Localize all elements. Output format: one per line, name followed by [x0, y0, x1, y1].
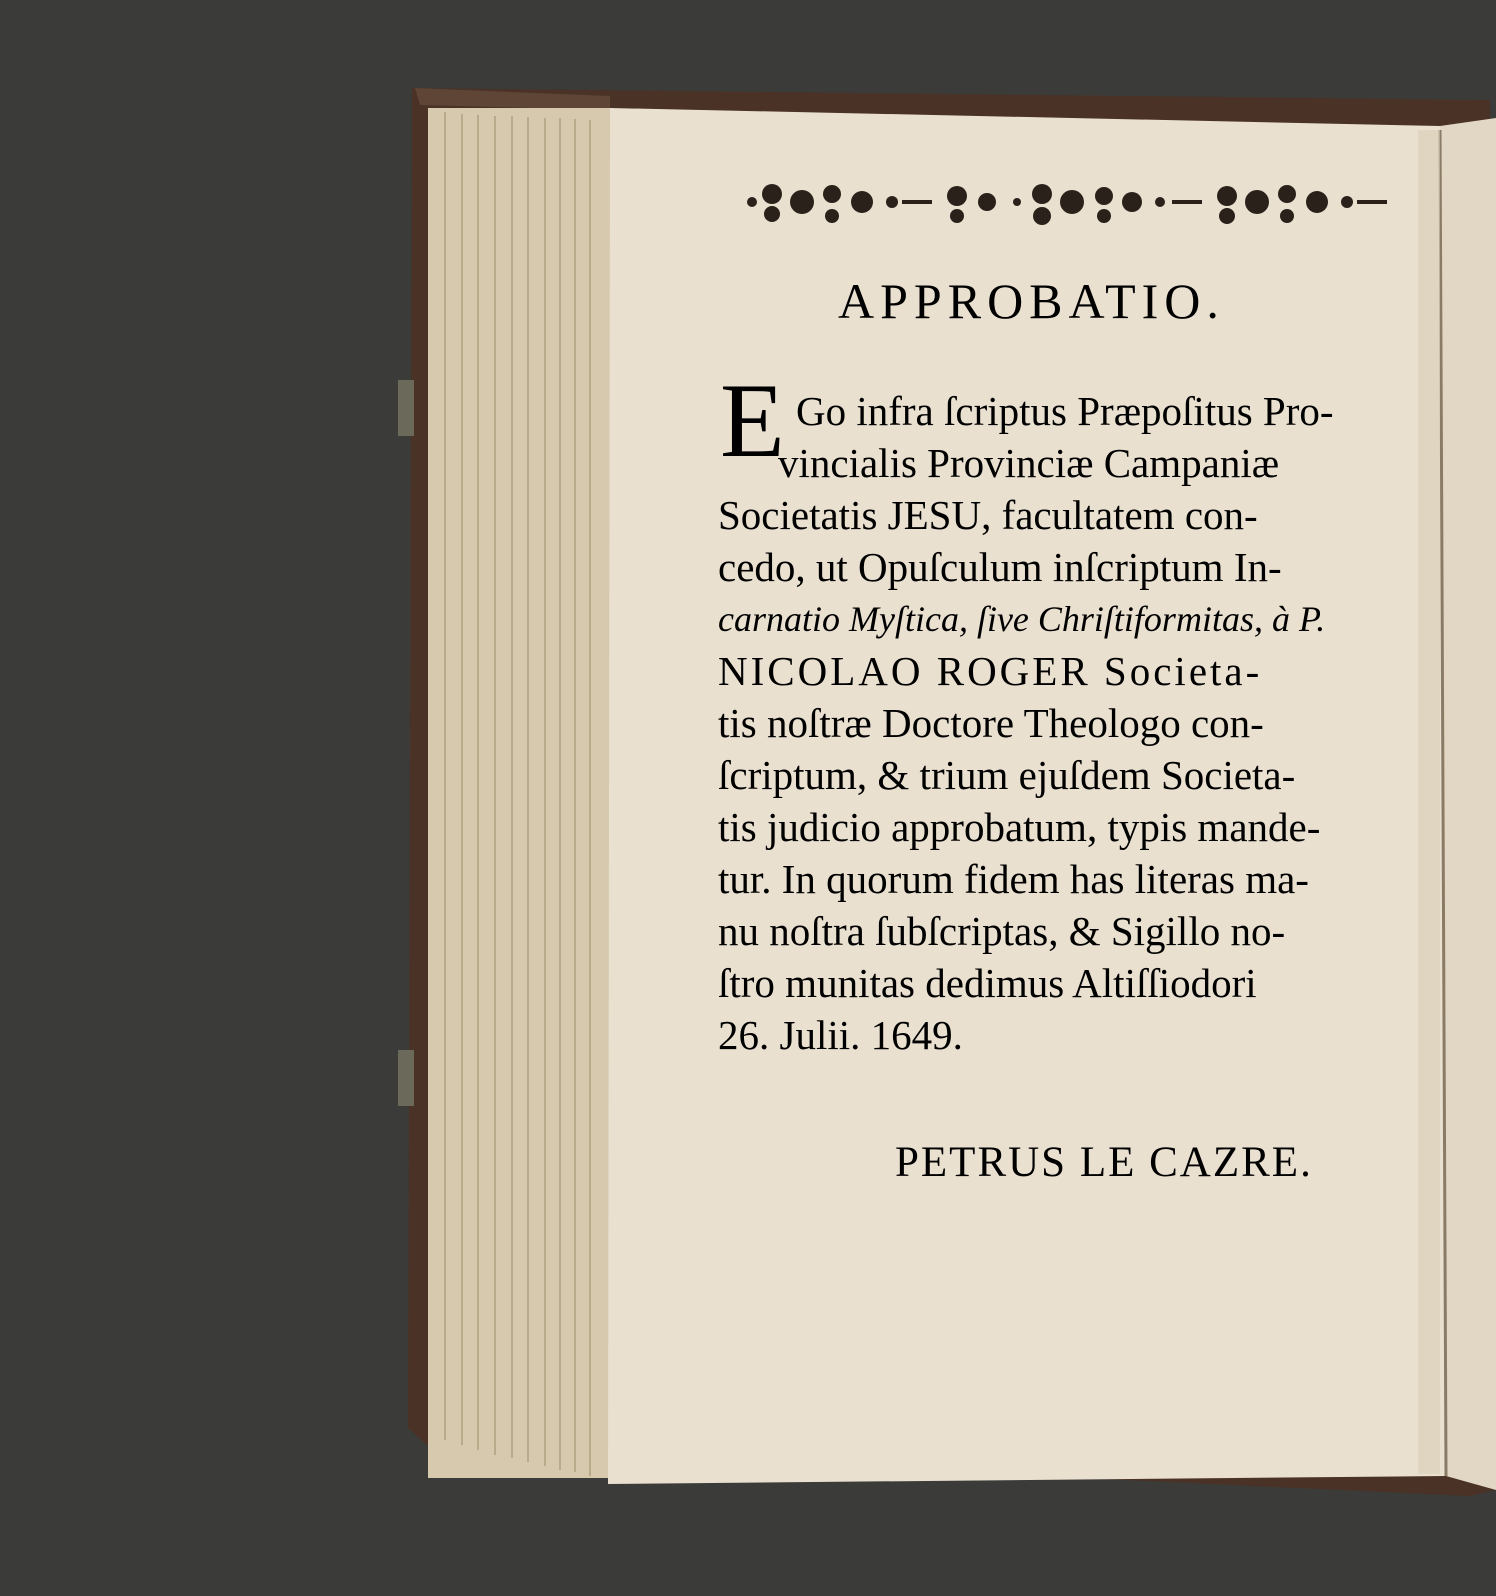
text-line: tis noſtræ Doctore Theologo con-: [718, 700, 1264, 746]
text-line: ſtro munitas dedimus Altiſſiodori: [718, 960, 1257, 1006]
text-line: cedo, ut Opuſculum inſcriptum In-: [718, 544, 1282, 590]
text-line: 26. Julii. 1649.: [718, 1012, 963, 1058]
page-title: APPROBATIO.: [838, 273, 1225, 329]
text-line: tis judicio approbatum, typis mande-: [718, 804, 1321, 850]
text-line: tur. In quorum fidem has literas ma-: [718, 856, 1309, 902]
text-line: Societatis JESU, facultatem con-: [718, 492, 1258, 538]
text-line: NICOLAO ROGER Societa-: [718, 648, 1263, 694]
text-line: nu noſtra ſubſcriptas, & Sigillo no-: [718, 908, 1286, 954]
page-edges: [428, 108, 613, 1478]
text-line: vincialis Provinciæ Campaniæ: [778, 440, 1280, 486]
clasp-top: [398, 380, 414, 436]
signature: PETRUS LE CAZRE.: [895, 1139, 1313, 1186]
clasp-bottom: [398, 1050, 414, 1106]
drop-cap: E: [720, 362, 785, 479]
text-line: carnatio Myſtica, ſive Chriſtiformitas, à P.: [718, 599, 1326, 639]
text-line: Go infra ſcriptus Præpoſitus Pro-: [796, 388, 1334, 434]
text-line: ſcriptum, & trium ejuſdem Societa-: [718, 752, 1296, 798]
ornament-band: [732, 172, 1392, 242]
